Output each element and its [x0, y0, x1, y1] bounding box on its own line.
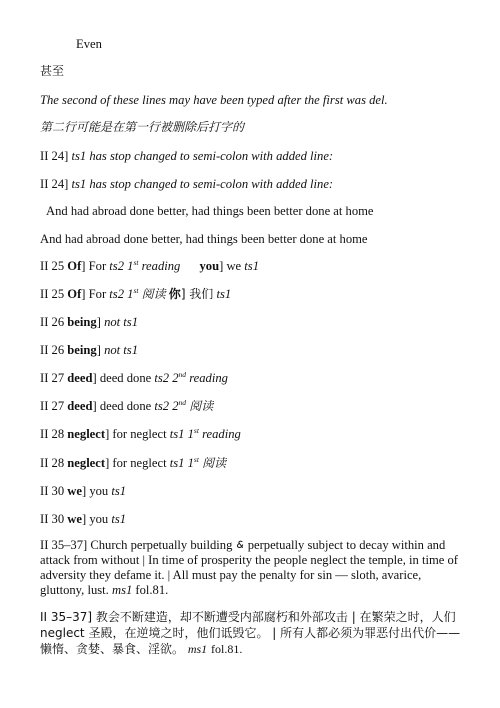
ordinal-sup: st	[193, 455, 199, 464]
text: ] For	[81, 287, 107, 301]
source: ts1 1	[169, 456, 194, 470]
text: ] you	[81, 484, 109, 498]
ordinal-sup: st	[133, 258, 139, 267]
ii24-line-a	[40, 148, 464, 165]
ref: II 28	[40, 427, 65, 441]
note-zh-line	[40, 120, 464, 136]
source: ms1	[187, 642, 208, 656]
keyword: you	[199, 259, 220, 273]
ii24-ref: II 24]	[40, 177, 69, 191]
ref: II 25	[40, 287, 65, 301]
reading-label: reading	[141, 259, 181, 273]
even-zh-line	[40, 64, 464, 80]
ref: II 27	[40, 399, 65, 413]
ii27-zh-line	[40, 398, 464, 415]
ii30-zh-line	[40, 511, 464, 528]
note-en-line	[40, 92, 464, 109]
keyword: being	[67, 343, 97, 357]
text: II 35–37] 教会不断建造，却不断遭受内部腐朽和外部攻击 | 在繁荣之时，人们 neglect 圣殿，在逆境之时，他们诋毁它。 | 所有人都必须为罪恶付出代价——懒惰、贪婪、暴食、淫欲。	[40, 610, 461, 656]
ref: II 26	[40, 315, 65, 329]
ii28-en-line	[40, 426, 464, 443]
keyword: being	[67, 315, 97, 329]
text: ] you	[81, 512, 109, 526]
ampersand-symbol-icon	[236, 540, 245, 549]
ii35-en-paragraph	[40, 538, 464, 598]
ii28-zh-line	[40, 455, 464, 472]
even-text: Even	[76, 37, 102, 51]
ii27-en-line	[40, 370, 464, 387]
even-line	[76, 36, 464, 53]
source: ms1	[111, 583, 133, 597]
ordinal-sup: nd	[178, 370, 187, 379]
ref: II 28	[40, 456, 65, 470]
keyword: deed	[67, 399, 93, 413]
ii35-zh-paragraph	[40, 609, 464, 657]
keyword: neglect	[67, 427, 106, 441]
reading-label: 阅读	[141, 287, 166, 301]
text: ] deed done	[92, 371, 152, 385]
note-zh-text: 第二行可能是在第一行被删除后打字的	[40, 120, 245, 134]
source: ts2 1	[109, 259, 134, 273]
reading-label: 阅读	[189, 399, 214, 413]
source: not ts1	[104, 315, 139, 329]
quoted-line-a	[46, 203, 464, 220]
keyword: neglect	[67, 456, 106, 470]
reading-label: reading	[202, 427, 241, 441]
ordinal-sup: nd	[178, 398, 187, 407]
folio-ref: fol.81.	[211, 642, 243, 656]
source: ts1 1	[169, 427, 194, 441]
keyword: 你	[168, 287, 181, 301]
ref: II 30	[40, 484, 65, 498]
text: ] for neglect	[105, 456, 167, 470]
ii24-ref: II 24]	[40, 149, 69, 163]
source: ts2 2	[154, 371, 179, 385]
text: ] For	[81, 259, 107, 273]
ref: II 26	[40, 343, 65, 357]
note-en-text: The second of these lines may have been typed after the first was del.	[40, 93, 388, 107]
quoted-line-b	[40, 231, 464, 248]
reading-label: 阅读	[202, 456, 227, 470]
source: ts1	[216, 287, 232, 301]
keyword: we	[67, 512, 82, 526]
source: ts2 1	[109, 287, 134, 301]
text: perpetually subject to decay within and attack from without | In time of prosperity the people neglect the temple, in time of adversity they defame it. | All must pay the penalty for sin — sloth, avarice, gluttony, lust.	[40, 538, 458, 597]
source: ts1	[111, 512, 127, 526]
source: ts1	[111, 484, 127, 498]
source: ts2 2	[154, 399, 179, 413]
ii24-line-b	[40, 176, 464, 193]
ii30-en-line	[40, 483, 464, 500]
keyword: Of	[67, 287, 82, 301]
ii24-text: ts1 has stop changed to semi-colon with added line:	[71, 177, 334, 191]
keyword: deed	[67, 371, 93, 385]
keyword: we	[67, 484, 82, 498]
text: ]	[96, 343, 101, 357]
folio-ref: fol.81.	[135, 583, 169, 597]
even-zh-text: 甚至	[40, 64, 65, 78]
ii25-en-line	[40, 258, 464, 275]
text: ]	[96, 315, 101, 329]
text: ] 我们	[180, 287, 214, 301]
text: II 35–37] Church perpetually building	[40, 538, 233, 552]
quoted-text: And had abroad done better, had things been better done at home	[40, 232, 368, 246]
ref: II 25	[40, 259, 65, 273]
text: ] for neglect	[105, 427, 167, 441]
ref: II 27	[40, 371, 65, 385]
ii26-en-line	[40, 314, 464, 331]
reading-label: reading	[189, 371, 228, 385]
ref: II 30	[40, 512, 65, 526]
ii26-zh-line	[40, 342, 464, 359]
text: ] deed done	[92, 399, 152, 413]
source: ts1	[244, 259, 259, 273]
ordinal-sup: st	[133, 286, 139, 295]
keyword: Of	[67, 259, 82, 273]
ordinal-sup: st	[193, 426, 199, 435]
ii25-zh-line	[40, 286, 464, 303]
ii24-text: ts1 has stop changed to semi-colon with added line:	[71, 149, 334, 163]
text: ] we	[219, 259, 242, 273]
source: not ts1	[104, 343, 139, 357]
quoted-text: And had abroad done better, had things been better done at home	[46, 204, 374, 218]
